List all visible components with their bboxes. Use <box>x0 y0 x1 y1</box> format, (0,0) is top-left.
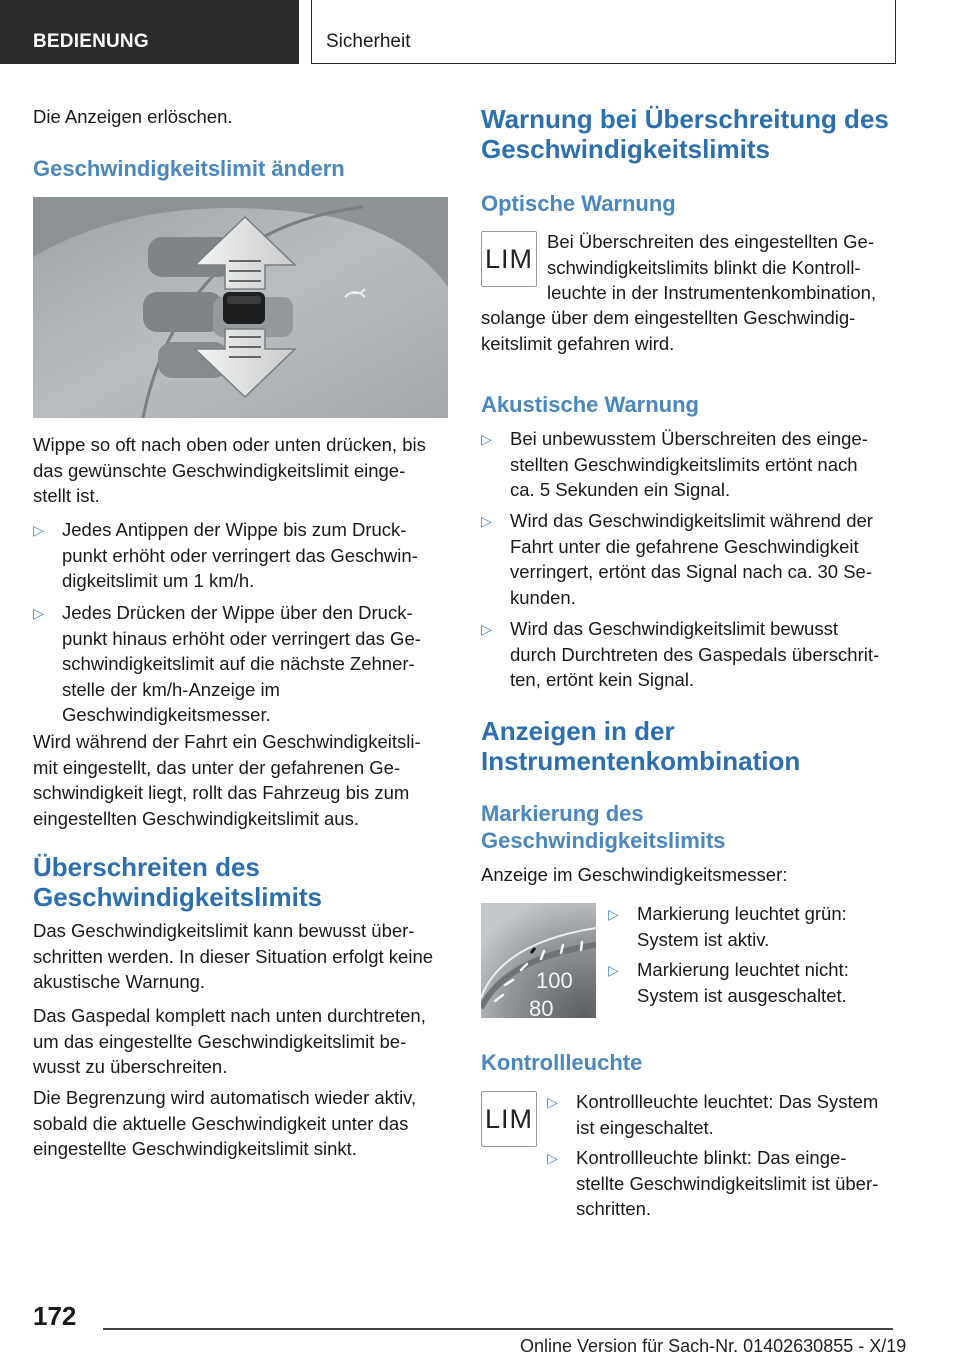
list-item: ▷ Wird das Geschwindigkeitslimit bewusst durch Durchtreten des Gaspedals überschrit- ten, ertönt kein Signal. <box>481 618 880 690</box>
speedo-number-80: 80 <box>529 996 554 1018</box>
footer-divider <box>103 1328 893 1330</box>
triangle-bullet-icon: ▷ <box>33 522 44 538</box>
marking-intro-text: Anzeige im Geschwindigkeitsmesser: <box>481 864 788 885</box>
triangle-bullet-icon: ▷ <box>481 621 492 637</box>
list-item: ▷ Markierung leuchtet grün: System ist aktiv. <box>608 903 847 950</box>
steering-wheel-rocker-photo <box>33 197 448 418</box>
list-item: ▷ Jedes Antippen der Wippe bis zum Druck- punkt erhöht oder verringert das Geschwin- digkeitslimit um 1 km/h. <box>33 519 418 591</box>
list-item: ▷ Kontrollleuchte blinkt: Das einge- stellte Geschwindigkeitslimit ist über- schritten. <box>547 1147 879 1219</box>
speedo-number-100: 100 <box>536 968 573 993</box>
intro-text: Die Anzeigen erlöschen. <box>33 106 233 127</box>
rocker-instruction-text: Wippe so oft nach oben oder unten drücken, bis das gewünschte Geschwindigkeitslimit einge- stellt ist. <box>33 434 426 506</box>
exceed-paragraph-2: Das Gaspedal komplett nach unten durchtreten, um das eingestellte Geschwindigkeitslimit be- wusst zu überschreiten. <box>33 1005 426 1077</box>
list-item: ▷ Bei unbewusstem Überschreiten des einge- stellten Geschwindigkeitslimits ertönt nach ca. 5 Sekunden ein Signal. <box>481 428 868 500</box>
triangle-bullet-icon: ▷ <box>608 962 619 978</box>
page-number: 172 <box>33 1301 77 1331</box>
header-chapter-label: Sicherheit <box>311 0 896 64</box>
triangle-bullet-icon: ▷ <box>33 605 44 621</box>
heading-indicator-lamp: Kontrollleuchte <box>481 1050 643 1075</box>
list-item: ▷ Jedes Drücken der Wippe über den Druck- punkt hinaus erhöht oder verringert das Ge- schwindigkeitslimit auf die nächste Zehner- stelle der km/h-Anzeige im Geschwindigkeitsmesser. <box>33 602 421 725</box>
lim-indicator-icon: LIM <box>481 1091 537 1147</box>
heading-instrument-display: Anzeigen in der Instrumentenkombination <box>481 716 801 776</box>
list-item: ▷ Wird das Geschwindigkeitslimit während der Fahrt unter die gefahrene Geschwindigkeit verringert, ertönt das Signal nach ca. 30 Se- kunden. <box>481 510 873 608</box>
footer-online-version: Online Version für Sach-Nr. 01402630855 - X/19 <box>520 1336 907 1356</box>
heading-exceed-limit: Überschreiten des Geschwindigkeitslimits <box>33 852 322 912</box>
lim-indicator-icon: LIM <box>481 231 537 287</box>
heading-limit-marking: Markierung des Geschwindigkeitslimits <box>481 801 726 853</box>
list-item: ▷ Markierung leuchtet nicht: System ist ausgeschaltet. <box>608 959 849 1006</box>
header-section-label: BEDIENUNG <box>0 0 299 64</box>
triangle-bullet-icon: ▷ <box>547 1150 558 1166</box>
triangle-bullet-icon: ▷ <box>481 431 492 447</box>
exceed-paragraph-1: Das Geschwindigkeitslimit kann bewusst über- schritten werden. In dieser Situation erfolgt keine akustische Warnung. <box>33 920 434 992</box>
speedometer-image <box>481 903 596 1018</box>
heading-change-limit: Geschwindigkeitslimit ändern <box>33 156 345 181</box>
optical-warning-text: Bei Überschreiten des eingestellten Ge- schwindigkeitslimits blinkt die Kontroll- leuchte in der Instrumentenkombination, <box>547 231 877 303</box>
triangle-bullet-icon: ▷ <box>481 513 492 529</box>
triangle-bullet-icon: ▷ <box>608 906 619 922</box>
while-driving-text: Wird während der Fahrt ein Geschwindigkeitsli- mit eingestellt, das unter der gefahrenen Ge- schwindigkeit liegt, rollt das Fahrzeug bis zum eingestellten Geschwindigkeitslimit aus. <box>33 731 421 829</box>
heading-optical-warning: Optische Warnung <box>481 191 676 216</box>
heading-acoustic-warning: Akustische Warnung <box>481 392 699 417</box>
triangle-bullet-icon: ▷ <box>547 1094 558 1110</box>
exceed-paragraph-3: Die Begrenzung wird automatisch wieder aktiv, sobald die aktuelle Geschwindigkeit unter das eingestellte Geschwindigkeitslimit sinkt. <box>33 1087 417 1159</box>
heading-warning-exceed: Warnung bei Überschreitung des Geschwindigkeitslimits <box>481 104 889 164</box>
list-item: ▷ Kontrollleuchte leuchtet: Das System ist eingeschaltet. <box>547 1091 879 1138</box>
optical-warning-text-continued: solange über dem eingestellten Geschwindig- keitslimit gefahren wird. <box>481 307 856 354</box>
